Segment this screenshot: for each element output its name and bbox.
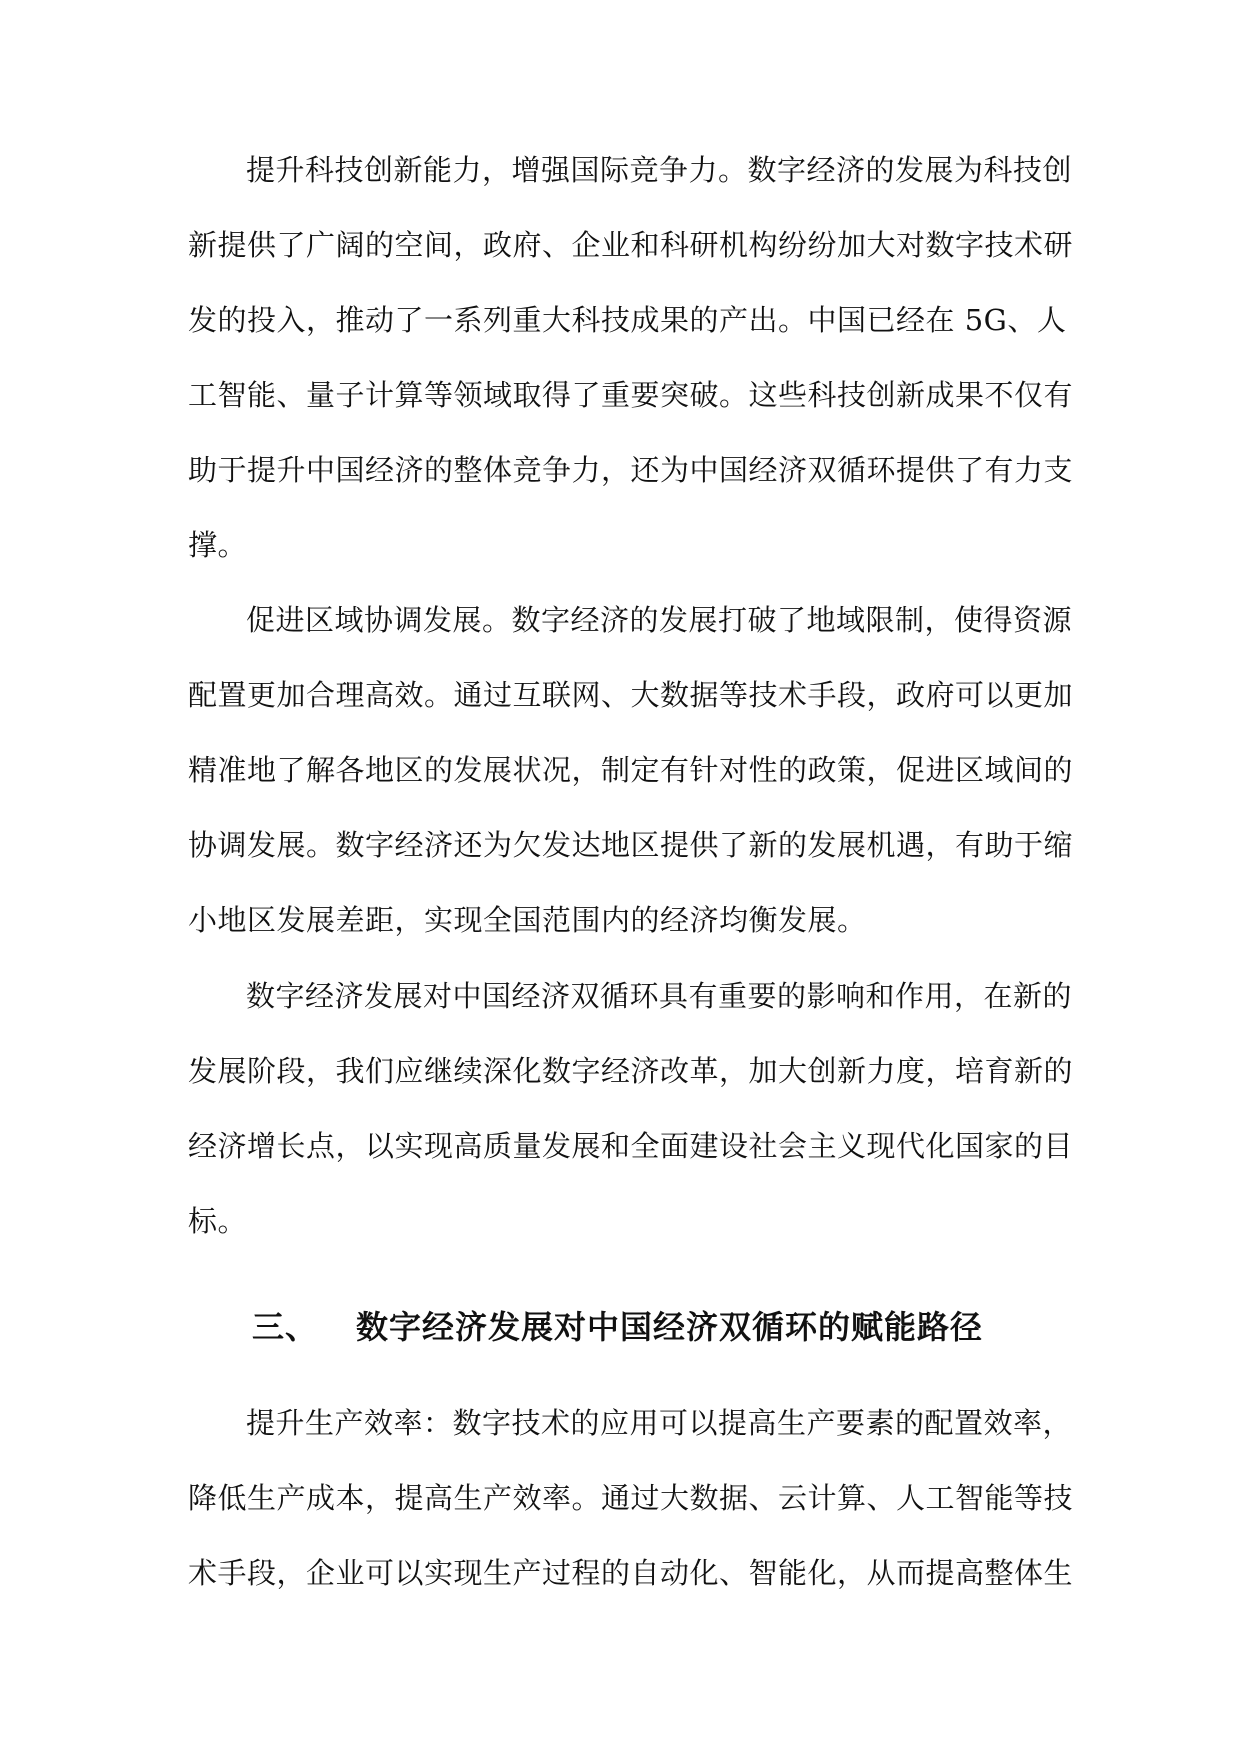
text-line: 提升科技创新能力，增强国际竞争力。数字经济的发展为科技创 [246, 153, 1073, 187]
text-line: 新提供了广阔的空间，政府、企业和科研机构纷纷加大对数字技术研 [188, 228, 1074, 262]
text-line: 精准地了解各地区的发展状况，制定有针对性的政策，促进区域间的 [188, 753, 1074, 787]
section-heading [252, 1305, 983, 1349]
text-line: 提升生产效率：数字技术的应用可以提高生产要素的配置效率， [246, 1406, 1073, 1440]
text-line: 降低生产成本，提高生产效率。通过大数据、云计算、人工智能等技 [188, 1481, 1074, 1515]
text-line: 发展阶段，我们应继续深化数字经济改革，加大创新力度，培育新的 [188, 1054, 1074, 1088]
text-line: 助于提升中国经济的整体竞争力，还为中国经济双循环提供了有力支 [188, 453, 1074, 487]
text-line: 协调发展。数字经济还为欠发达地区提供了新的发展机遇，有助于缩 [188, 828, 1074, 862]
text-line: 撑。 [188, 528, 248, 562]
text-line: 术手段，企业可以实现生产过程的自动化、智能化，从而提高整体生 [188, 1556, 1074, 1590]
section-number: 三、 [252, 1308, 319, 1346]
text-line: 发的投入，推动了一系列重大科技成果的产出。中国已经在 5G、人 [188, 303, 1067, 337]
text-line: 工智能、量子计算等领域取得了重要突破。这些科技创新成果不仅有 [188, 378, 1074, 412]
text-line: 数字经济发展对中国经济双循环具有重要的影响和作用，在新的 [246, 979, 1073, 1013]
text-line: 标。 [188, 1204, 248, 1238]
text-line: 小地区发展差距，实现全国范围内的经济均衡发展。 [188, 903, 867, 937]
text-line: 经济增长点，以实现高质量发展和全面建设社会主义现代化国家的目 [188, 1129, 1074, 1163]
section-title: 数字经济发展对中国经济双循环的赋能路径 [356, 1308, 984, 1346]
text-line: 促进区域协调发展。数字经济的发展打破了地域限制，使得资源 [246, 603, 1073, 637]
text-line: 配置更加合理高效。通过互联网、大数据等技术手段，政府可以更加 [188, 678, 1074, 712]
